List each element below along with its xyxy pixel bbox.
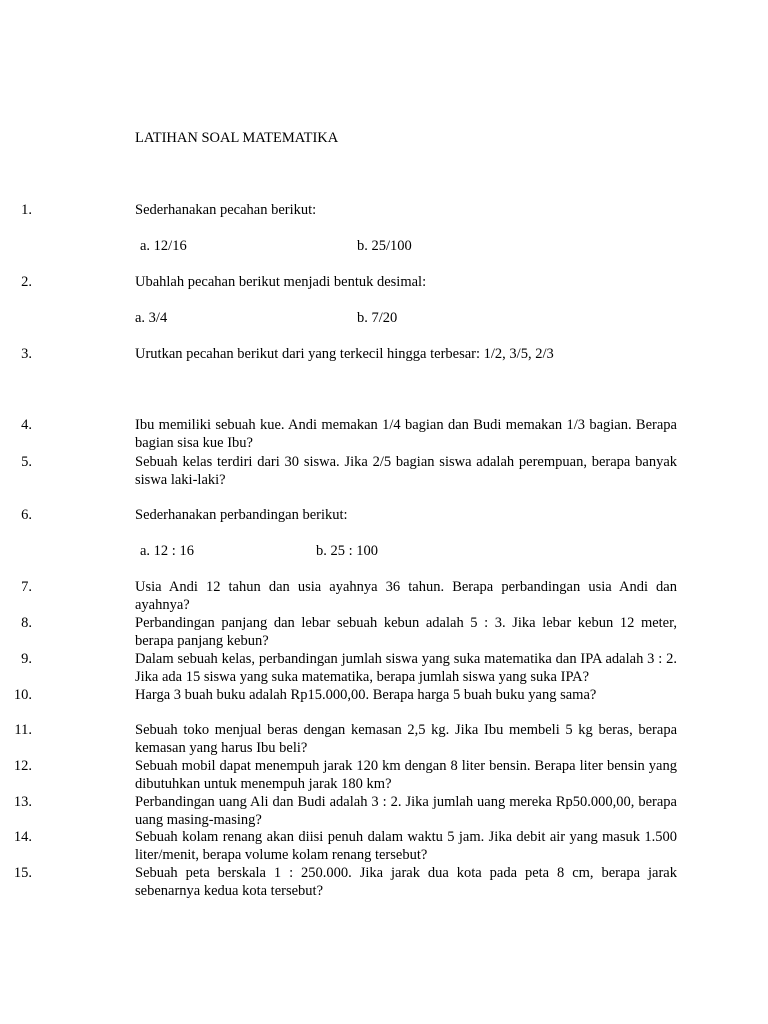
question-text: Sederhanakan perbandingan berikut: — [135, 507, 348, 523]
question-text: Sederhanakan pecahan berikut: — [135, 202, 317, 218]
question-text: Perbandingan uang Ali dan Budi adalah 3 : 2. Jika jumlah uang mereka Rp50.000,00, berapa uang masing-masing? — [135, 794, 677, 828]
document-title: LATIHAN SOAL MATEMATIKA — [135, 130, 339, 146]
question-number: 1. — [21, 202, 32, 218]
question-text: Perbandingan panjang dan lebar sebuah kebun adalah 5 : 3. Jika lebar kebun 12 meter, berapa panjang kebun? — [135, 615, 677, 649]
question-option: b. 25/100 — [357, 238, 412, 254]
question-text: Sebuah kolam renang akan diisi penuh dalam waktu 5 jam. Jika debit air yang masuk 1.500 liter/menit, berapa volume kolam renang tersebut? — [135, 829, 677, 863]
question-number: 12. — [13, 758, 32, 774]
question-number: 14. — [13, 829, 32, 845]
question-number: 8. — [21, 615, 32, 631]
question-number: 11. — [14, 722, 32, 738]
question-text: Usia Andi 12 tahun dan usia ayahnya 36 tahun. Berapa perbandingan usia Andi dan ayahnya? — [135, 579, 677, 613]
question-number: 6. — [21, 507, 32, 523]
question-text: Ubahlah pecahan berikut menjadi bentuk desimal: — [135, 274, 427, 290]
question-option: a. 3/4 — [135, 310, 168, 326]
question-number: 7. — [21, 579, 32, 595]
question-text: Ibu memiliki sebuah kue. Andi memakan 1/4 bagian dan Budi memakan 1/3 bagian. Berapa bagian sisa kue Ibu? — [135, 417, 677, 451]
question-text: Harga 3 buah buku adalah Rp15.000,00. Berapa harga 5 buah buku yang sama? — [135, 687, 597, 703]
question-text: Dalam sebuah kelas, perbandingan jumlah siswa yang suka matematika dan IPA adalah 3 : 2. Jika ada 15 siswa yang suka matematika, berapa jumlah siswa yang suka IPA? — [135, 651, 677, 685]
question-text: Sebuah kelas terdiri dari 30 siswa. Jika 2/5 bagian siswa adalah perempuan, berapa banyak siswa laki-laki? — [135, 454, 677, 488]
question-option: a. 12/16 — [140, 238, 187, 254]
question-number: 5. — [21, 454, 32, 470]
question-option: b. 25 : 100 — [316, 543, 379, 559]
question-option: b. 7/20 — [357, 310, 398, 326]
question-number: 13. — [13, 794, 32, 810]
question-number: 15. — [13, 865, 32, 881]
question-number: 10. — [13, 687, 32, 703]
question-number: 3. — [21, 346, 32, 362]
question-number: 9. — [21, 651, 32, 667]
question-text: Sebuah peta berskala 1 : 250.000. Jika jarak dua kota pada peta 8 cm, berapa jarak sebenarnya kedua kota tersebut? — [135, 865, 677, 899]
question-option: a. 12 : 16 — [140, 543, 194, 559]
question-number: 2. — [21, 274, 32, 290]
question-number: 4. — [21, 417, 32, 433]
question-text: Urutkan pecahan berikut dari yang terkecil hingga terbesar: 1/2, 3/5, 2/3 — [135, 346, 554, 362]
question-text: Sebuah mobil dapat menempuh jarak 120 km dengan 8 liter bensin. Berapa liter bensin yang dibutuhkan untuk menempuh jarak 180 km? — [135, 758, 677, 792]
question-text: Sebuah toko menjual beras dengan kemasan 2,5 kg. Jika Ibu membeli 5 kg beras, berapa kemasan yang harus Ibu beli? — [135, 722, 677, 756]
